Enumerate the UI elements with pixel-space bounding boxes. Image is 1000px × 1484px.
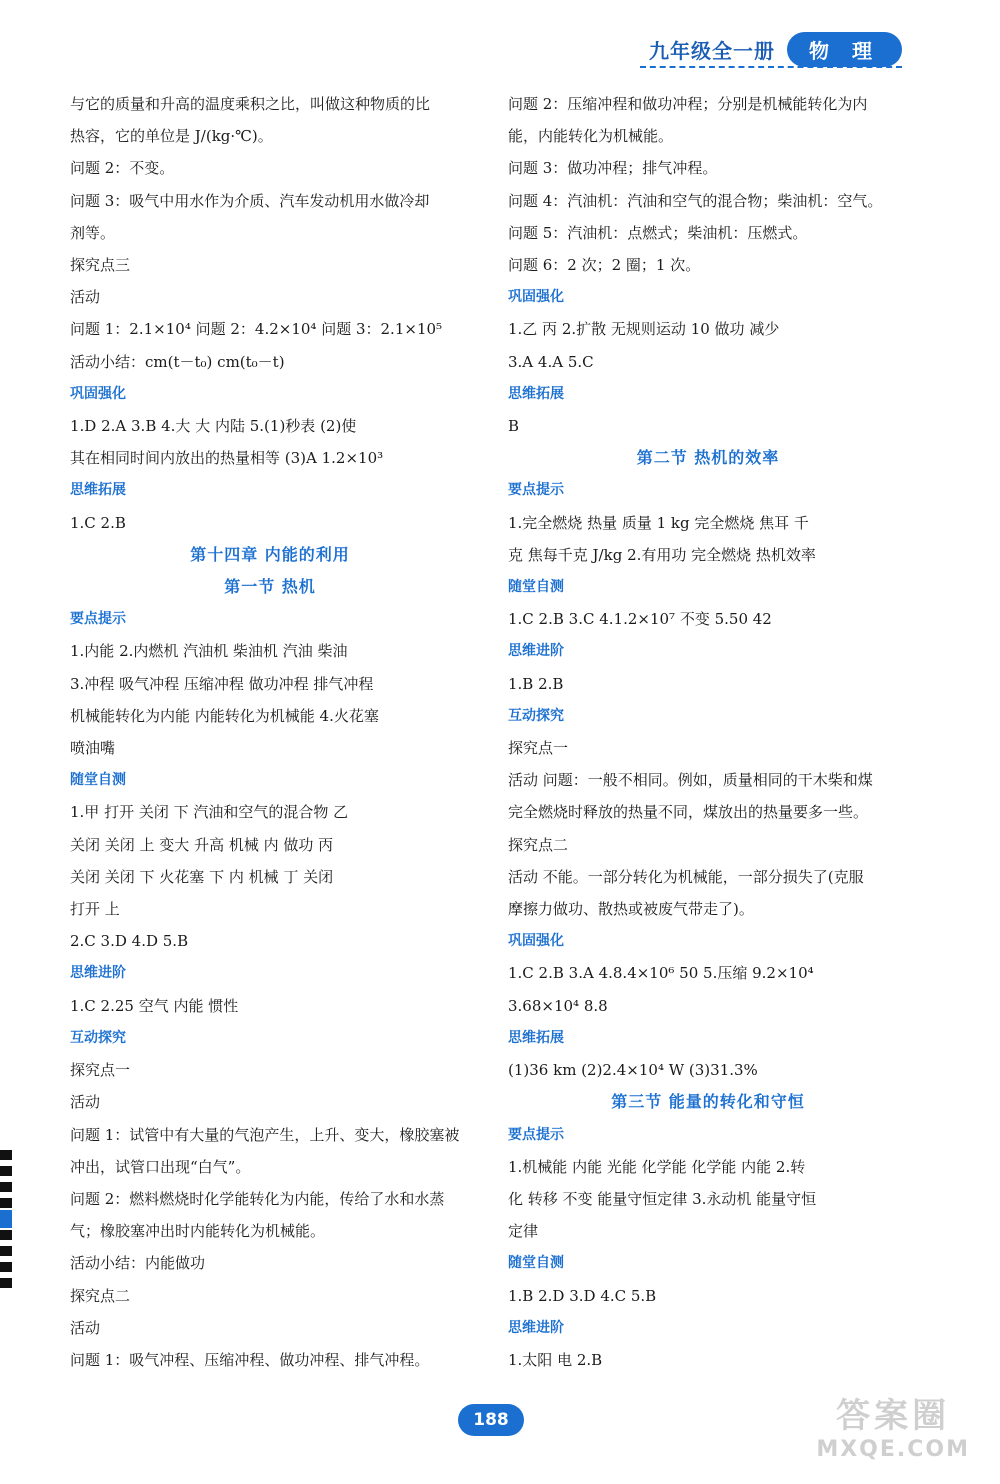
chapter-title: 第三节 能量的转化和守恒 bbox=[611, 1092, 805, 1112]
answer-line: 2.C 3.D 4.D 5.B bbox=[70, 932, 189, 951]
answer-line: 打开 上 bbox=[70, 900, 120, 919]
chapter-title: 第二节 热机的效率 bbox=[636, 448, 780, 468]
answer-line: 活动小结：内能做功 bbox=[70, 1254, 206, 1273]
page-edge-marker bbox=[0, 1150, 12, 1290]
answer-line: 探究点一 bbox=[508, 739, 569, 758]
answer-line: 机械能转化为内能 内能转化为机械能 4.火花塞 bbox=[70, 706, 379, 725]
answer-line: 问题 1：吸气冲程、压缩冲程、做功冲程、排气冲程。 bbox=[70, 1350, 430, 1369]
answer-line: 其在相同时间内放出的热量相等 (3)A 1.2×10³ bbox=[70, 449, 384, 468]
answer-line: 摩擦力做功、散热或被废气带走了)。 bbox=[508, 900, 754, 919]
answer-line: 1.内能 2.内燃机 汽油机 柴油机 汽油 柴油 bbox=[70, 642, 348, 661]
section-heading: 思维拓展 bbox=[508, 385, 564, 402]
answer-line: 1.甲 打开 关闭 下 汽油和空气的混合物 乙 bbox=[70, 803, 349, 822]
answer-line: 3.冲程 吸气冲程 压缩冲程 做功冲程 排气冲程 bbox=[70, 674, 374, 693]
section-heading: 思维进阶 bbox=[508, 643, 564, 660]
subject-badge: 物 理 bbox=[787, 32, 902, 67]
left-column bbox=[70, 88, 470, 1376]
answer-line: 问题 3：吸气中用水作为介质、汽车发动机用水做冷却 bbox=[70, 191, 430, 210]
section-heading: 思维拓展 bbox=[508, 1029, 564, 1046]
page-header bbox=[649, 30, 902, 68]
answer-line: 1.C 2.B 3.C 4.1.2×10⁷ 不变 5.50 42 bbox=[508, 610, 772, 629]
answer-line: 活动 不能。一部分转化为机械能，一部分损失了(克服 bbox=[508, 867, 864, 886]
answer-line: 完全燃烧时释放的热量不同，煤放出的热量要多一些。 bbox=[508, 803, 869, 822]
answer-line: 问题 2：压缩冲程和做功冲程；分别是机械能转化为内 bbox=[508, 95, 868, 113]
section-heading: 要点提示 bbox=[508, 1126, 564, 1143]
section-heading: 思维进阶 bbox=[508, 1319, 564, 1336]
section-heading: 互动探究 bbox=[508, 707, 564, 724]
answer-line: 剂等。 bbox=[70, 223, 116, 242]
answer-line: 关闭 关闭 上 变大 升高 机械 内 做功 丙 bbox=[70, 835, 334, 854]
answer-line: 问题 6：2 次；2 圈；1 次。 bbox=[508, 256, 701, 275]
answer-line: 问题 3：做功冲程；排气冲程。 bbox=[508, 159, 718, 178]
answer-line: (1)36 km (2)2.4×10⁴ W (3)31.3% bbox=[508, 1061, 758, 1080]
answer-line: 化 转移 不变 能量守恒定律 3.永动机 能量守恒 bbox=[508, 1189, 817, 1208]
answer-line: 定律 bbox=[508, 1222, 539, 1241]
answer-line: 探究点二 bbox=[508, 835, 569, 854]
answer-line: 3.A 4.A 5.C bbox=[508, 352, 594, 371]
answer-line: 活动小结：cm(t－t₀) cm(t₀－t) bbox=[70, 352, 285, 371]
section-heading: 巩固强化 bbox=[508, 933, 564, 950]
watermark-logo bbox=[816, 1388, 970, 1462]
answer-line: 气；橡胶塞冲出时内能转化为机械能。 bbox=[70, 1222, 326, 1241]
answer-line: B bbox=[508, 417, 520, 436]
chapter-title: 第十四章 内能的利用 bbox=[190, 544, 350, 564]
answer-line: 活动 bbox=[70, 1093, 101, 1112]
answer-line: 1.太阳 电 2.B bbox=[508, 1350, 603, 1369]
section-heading: 随堂自测 bbox=[508, 1255, 564, 1272]
answer-line: 探究点一 bbox=[70, 1061, 131, 1080]
answer-line: 活动 问题：一般不相同。例如，质量相同的干木柴和煤 bbox=[508, 771, 873, 790]
answer-line: 问题 2：不变。 bbox=[70, 159, 175, 178]
watermark-url: MXQE.COM bbox=[816, 1437, 970, 1462]
answer-line: 关闭 关闭 下 火花塞 下 内 机械 丁 关闭 bbox=[70, 867, 334, 886]
section-heading: 巩固强化 bbox=[508, 289, 564, 306]
page-number: 188 bbox=[458, 1404, 524, 1436]
answer-line: 1.C 2.B bbox=[70, 513, 126, 532]
answer-line: 问题 1：2.1×10⁴ 问题 2：4.2×10⁴ 问题 3：2.1×10⁵ bbox=[70, 320, 443, 339]
section-heading: 思维进阶 bbox=[70, 965, 126, 982]
answer-line: 喷油嘴 bbox=[70, 739, 116, 758]
section-heading: 要点提示 bbox=[70, 611, 126, 628]
answer-line: 1.C 2.25 空气 内能 惯性 bbox=[70, 996, 239, 1015]
right-column bbox=[508, 88, 908, 1376]
answer-line: 问题 4：汽油机：汽油和空气的混合物；柴油机：空气。 bbox=[508, 191, 883, 210]
answer-line: 问题 5：汽油机：点燃式；柴油机：压燃式。 bbox=[508, 223, 808, 242]
section-heading: 要点提示 bbox=[508, 482, 564, 499]
section-heading: 思维拓展 bbox=[70, 482, 126, 499]
chapter-title: 第一节 热机 bbox=[224, 577, 316, 597]
section-heading: 巩固强化 bbox=[70, 385, 126, 402]
answer-line: 问题 2：燃料燃烧时化学能转化为内能，传给了水和水蒸 bbox=[70, 1189, 445, 1208]
answer-line: 活动 bbox=[70, 1318, 101, 1337]
answer-line: 3.68×10⁴ 8.8 bbox=[508, 996, 608, 1015]
answer-line: 1.B 2.D 3.D 4.C 5.B bbox=[508, 1286, 657, 1305]
answer-line: 克 焦每千克 J/kg 2.有用功 完全燃烧 热机效率 bbox=[508, 545, 816, 564]
answer-line: 探究点二 bbox=[70, 1286, 131, 1305]
answer-line: 探究点三 bbox=[70, 256, 131, 275]
header-divider bbox=[640, 66, 902, 68]
section-heading: 随堂自测 bbox=[508, 579, 564, 596]
answer-line: 1.C 2.B 3.A 4.8.4×10⁶ 50 5.压缩 9.2×10⁴ bbox=[508, 964, 814, 983]
answer-line: 问题 1：试管中有大量的气泡产生，上升、变大，橡胶塞被 bbox=[70, 1125, 460, 1144]
answer-line: 1.完全燃烧 热量 质量 1 kg 完全燃烧 焦耳 千 bbox=[508, 513, 809, 532]
answer-line: 活动 bbox=[70, 288, 101, 307]
answer-line: 与它的质量和升高的温度乘积之比，叫做这种物质的比 bbox=[70, 95, 431, 113]
grade-label: 九年级全一册 bbox=[649, 38, 776, 63]
answer-line: 热容，它的单位是 J/(kg·℃)。 bbox=[70, 127, 273, 146]
answer-line: 1.机械能 内能 光能 化学能 化学能 内能 2.转 bbox=[508, 1157, 806, 1176]
section-heading: 互动探究 bbox=[70, 1029, 126, 1046]
answer-line: 1.B 2.B bbox=[508, 674, 564, 693]
section-heading: 随堂自测 bbox=[70, 772, 126, 789]
answer-line: 能，内能转化为机械能。 bbox=[508, 127, 674, 146]
watermark-text: 答案圈 bbox=[836, 1396, 951, 1436]
answer-line: 冲出，试管口出现“白气”。 bbox=[70, 1157, 251, 1176]
answer-line: 1.D 2.A 3.B 4.大 大 内陆 5.(1)秒表 (2)使 bbox=[70, 417, 357, 436]
answer-line: 1.乙 丙 2.扩散 无规则运动 10 做功 减少 bbox=[508, 320, 780, 339]
